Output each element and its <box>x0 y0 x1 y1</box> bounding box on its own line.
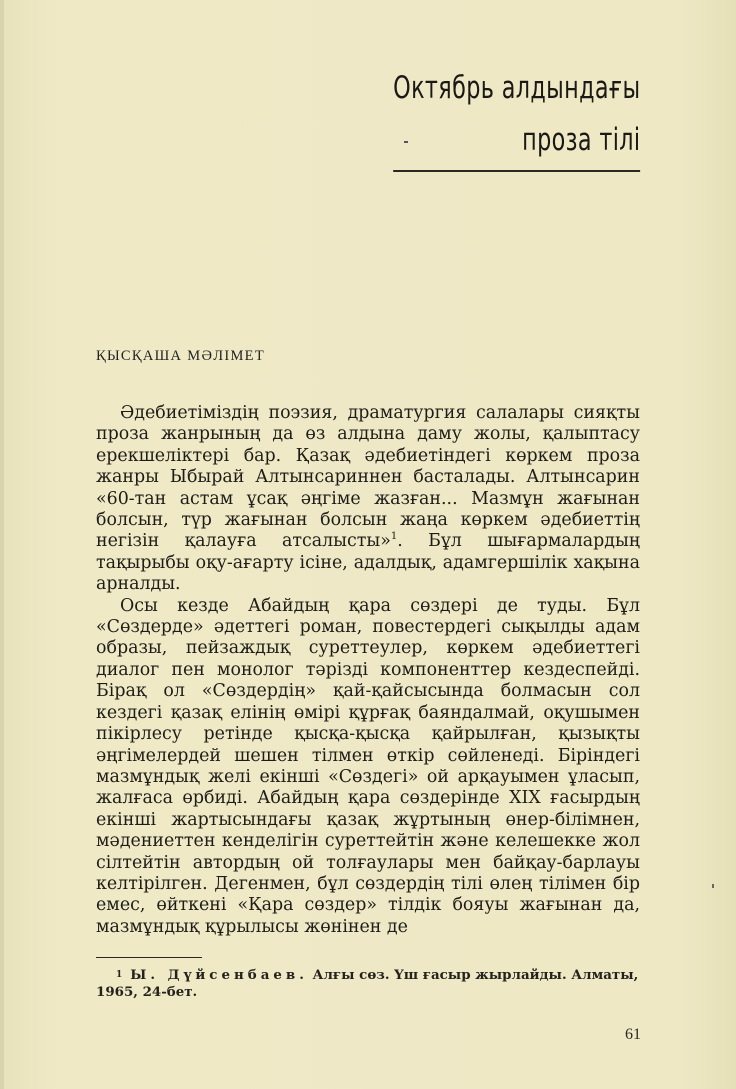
section-heading: ҚЫСҚАША МӘЛІМЕТ <box>96 348 265 364</box>
body-text <box>96 403 640 938</box>
chapter-title-line-1: Октябрь алдындағы <box>392 70 640 106</box>
paragraph-1-text-continued: . Бұл шығармалардың тақырыбы оқу-ағарту ісіне, адалдық, адамгершілік хақына арналды. <box>96 531 640 595</box>
page-number: 61 <box>625 1026 641 1043</box>
paragraph-1-text: Әдебиетіміздің поэзия, драматургия салалары сияқты проза жанрының да өз алдына даму жолы, қалыптасу ерекшеліктері бар. Қазақ әдебиетіндегі көркем проза жанры Ыбырай Алтынсариннен басталады. Алтынсарин «60-тан астам ұсақ әңгіме жазған... Мазмұн жағынан болсын, түр жағынан болсын жаңа көркем әдебиеттің негізін қалауға атсалысты» <box>96 403 640 552</box>
print-speck-margin <box>712 884 714 888</box>
paragraph-1 <box>96 403 640 596</box>
footnote-author: Ы. Дүйсенбаев. <box>130 967 308 983</box>
chapter-title-line-2: проза тілі <box>393 114 640 172</box>
footnote-reference: 1 <box>390 531 398 543</box>
chapter-title <box>393 62 640 172</box>
page-edge-shadow <box>0 0 4 1089</box>
footnote-divider <box>96 957 202 958</box>
paragraph-2: Осы кезде Абайдың қара сөздері де туды. Бұл «Сөздерде» әдеттегі роман, повестердегі сықылды адам образы, пейзаждық суреттеулер, көркем әдебиеттегі диалог пен монолог тәрізді компоненттер кездеспейді. Бірақ ол «Сөздердің» қай-қайсысында болмасын сол кездегі қазақ елінің өмірі құрғақ баяндалмай, оқушымен пікірлесу ретінде қысқа-қысқа қайрылған, қызықты әңгімелердей шешен тілмен өткір сөйленеді. Біріндегі мазмұндық желі екінші «Сөздегі» ой арқауымен ұласып, жалғаса өрбиді. Абайдың қара сөздерінде XIX ғасырдың екінші жартысындағы қазақ жұртының өнер-білімнен, мәдениеттен кенделігін суреттейтін және келешекке жол сілтейтін автордың ой толғаулары мен байқау-барлауы келтірілген. Дегенмен, бұл сөздердің тілі өлең тілімен бір емес, өйткені «Қара сөздер» тілдік бояуы жағынан да, мазмұндық құрылысы жөнінен де <box>96 595 640 937</box>
footnote-mark: 1 <box>116 970 123 980</box>
print-speck <box>404 141 408 143</box>
footnote-text: Алғы сөз. Үш ғасыр жырлайды. Алматы, 1965, 24-бет. <box>96 967 639 1000</box>
footnote <box>96 967 642 1001</box>
